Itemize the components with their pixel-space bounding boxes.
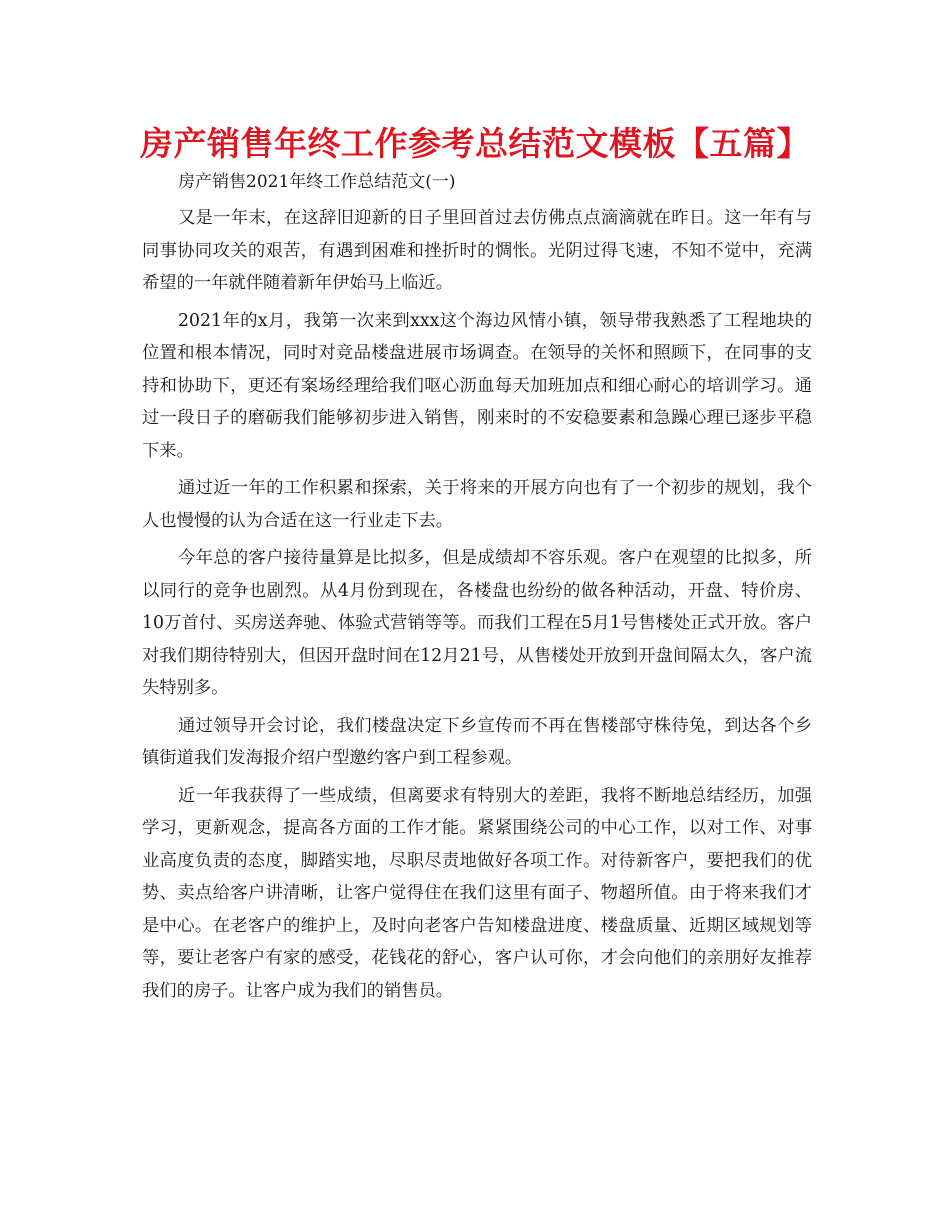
paragraph-4: 今年总的客户接待量算是比拟多，但是成绩却不容乐观。客户在观望的比拟多，所以同行的竞争也剧烈。从4月份到现在，各楼盘也纷纷的做各种活动，开盘、特价房、10万首付、买房送奔驰、体验式营销等等。而我们工程在5月1号售楼处正式开放。客户对我们期待特别大，但因开盘时间在12月21号，从售楼处开放到开盘间隔太久，客户流失特别多。	[142, 548, 812, 698]
document-body	[142, 202, 812, 1012]
paragraph-3: 通过近一年的工作积累和探索，关于将来的开展方向也有了一个初步的规划，我个人也慢慢的认为合适在这一行业走下去。	[142, 478, 812, 531]
paragraph-1: 又是一年末，在这辞旧迎新的日子里回首过去仿佛点点滴滴就在昨日。这一年有与同事协同攻关的艰苦，有遇到困难和挫折时的惆怅。光阴过得飞速，不知不觉中，充满希望的一年就伴随着新年伊始马上临近。	[142, 208, 812, 293]
paragraph-6: 近一年我获得了一些成绩，但离要求有特别大的差距，我将不断地总结经历，加强学习，更新观念，提高各方面的工作才能。紧紧围绕公司的中心工作，以对工作、对事业高度负责的态度，脚踏实地，尽职尽责地做好各项工作。对待新客户，要把我们的优势、卖点给客户讲清晰，让客户觉得住在我们这里有面子、物超所值。由于将来我们才是中心。在老客户的维护上，及时向老客户告知楼盘进度、楼盘质量、近期区域规划等等，要让老客户有家的感受，花钱花的舒心，客户认可你，才会向他们的亲朋好友推荐我们的房子。让客户成为我们的销售员。	[142, 785, 812, 1001]
paragraph-5: 通过领导开会讨论，我们楼盘决定下乡宣传而不再在售楼部守株待兔，到达各个乡镇街道我们发海报介绍户型邀约客户到工程参观。	[142, 715, 812, 768]
document-subtitle: 房产销售2021年终工作总结范文(一)	[178, 172, 456, 192]
document-title: 房产销售年终工作参考总结范文模板【五篇】	[140, 124, 810, 163]
paragraph-2: 2021年的x月，我第一次来到xxx这个海边风情小镇，领导带我熟悉了工程地块的位置和根本情况，同时对竞品楼盘进展市场调查。在领导的关怀和照顾下，在同事的支持和协助下，更还有案场经理给我们呕心沥血每天加班加点和细心耐心的培训学习。通过一段日子的磨砺我们能够初步进入销售，刚来时的不安稳要素和急躁心理已逐步平稳下来。	[142, 310, 812, 461]
